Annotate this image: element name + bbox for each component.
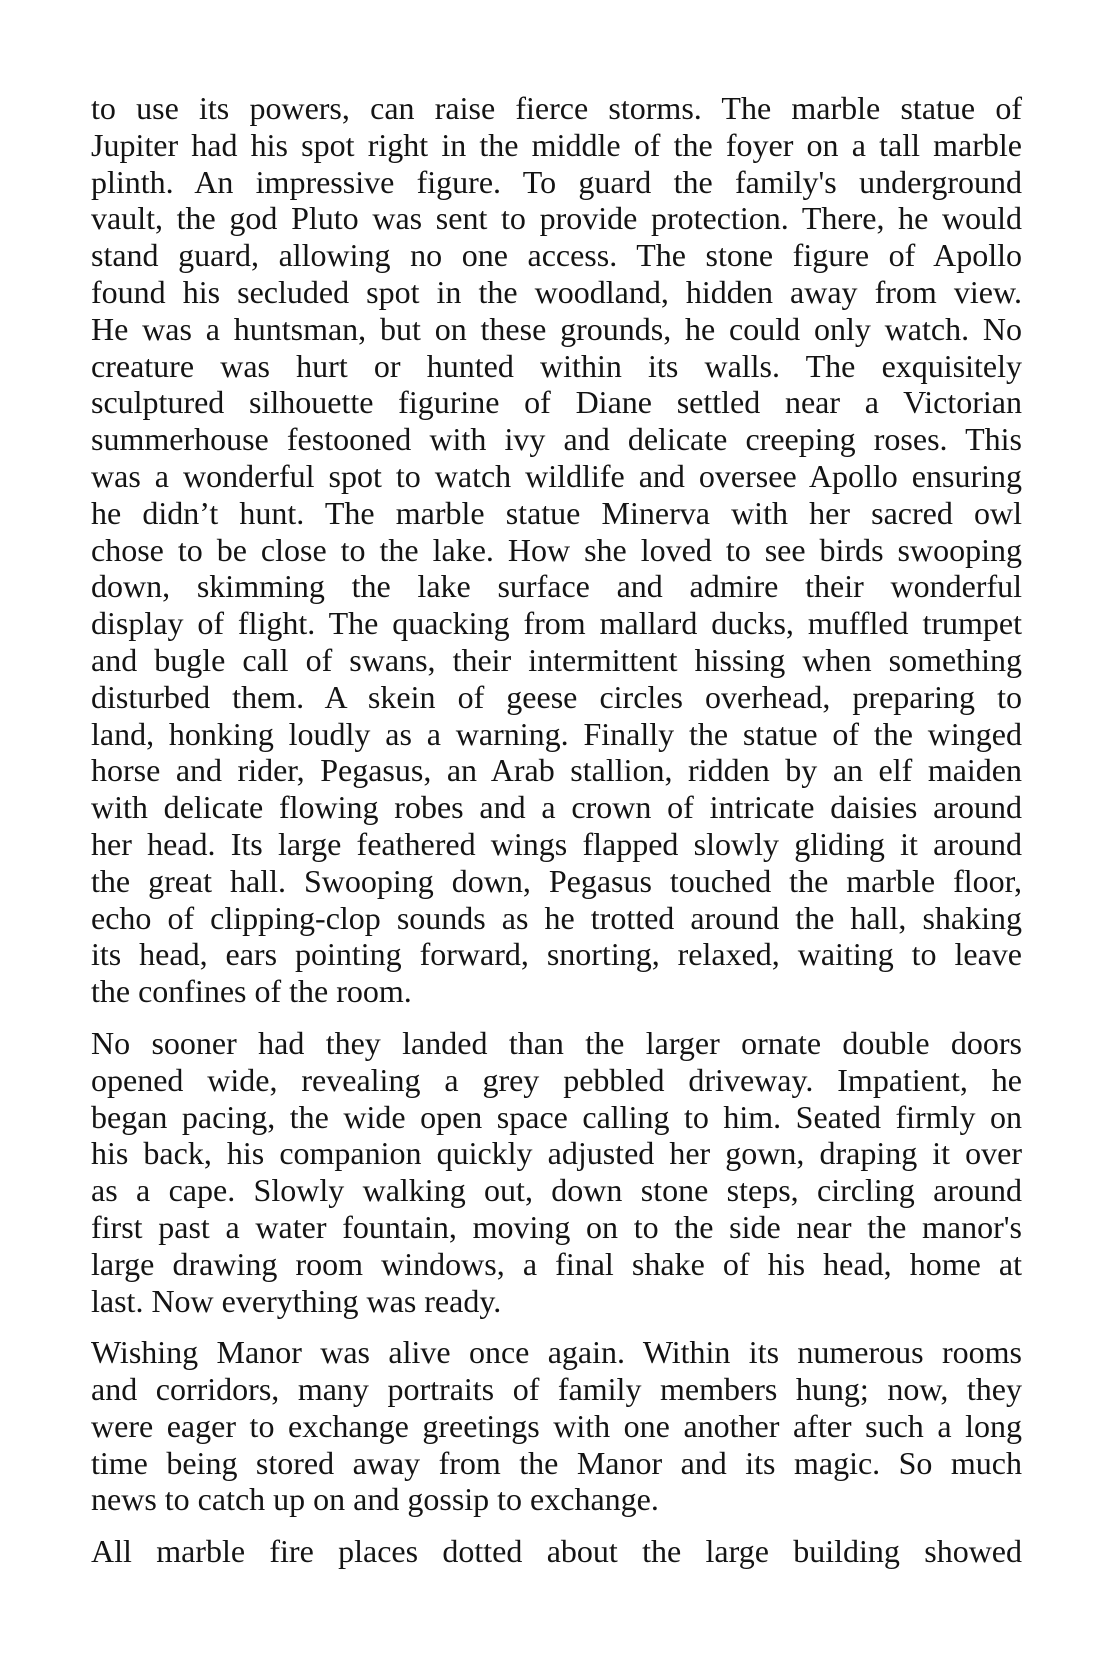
text-line: opened wide, revealing a grey pebbled driveway. Impatient, he (91, 1061, 1022, 1098)
text-line: first past a water fountain, moving on to the side near the manor's (91, 1208, 1022, 1245)
text-line: plinth. An impressive figure. To guard the family's underground (91, 163, 1022, 200)
text-line: news to catch up on and gossip to exchange. (91, 1481, 659, 1518)
text-line: as a cape. Slowly walking out, down stone steps, circling around (91, 1172, 1022, 1209)
text-line: began pacing, the wide open space calling to him. Seated firmly on (91, 1098, 1022, 1135)
paragraph (91, 1533, 1022, 1570)
paragraph (91, 1025, 1022, 1319)
text-line: and bugle call of swans, their intermittent hissing when something (91, 641, 1022, 678)
text-line: was a wonderful spot to watch wildlife and oversee Apollo ensuring (91, 457, 1022, 494)
text-line: he didn’t hunt. The marble statue Minerva with her sacred owl (91, 494, 1022, 531)
text-line: land, honking loudly as a warning. Finally the statue of the winged (91, 715, 1022, 752)
text-line: last. Now everything was ready. (91, 1282, 502, 1319)
text-line: to use its powers, can raise fierce storms. The marble statue of (91, 90, 1022, 126)
text-line: found his secluded spot in the woodland, hidden away from view. (91, 273, 1022, 310)
text-line: the great hall. Swooping down, Pegasus touched the marble floor, (91, 862, 1022, 899)
paragraph (91, 90, 1022, 1010)
text-line: Jupiter had his spot right in the middle of the foyer on a tall marble (91, 126, 1022, 163)
text-line: All marble fire places dotted about the large building showed (91, 1533, 1022, 1570)
text-line: He was a huntsman, but on these grounds, he could only watch. No (91, 310, 1022, 347)
text-line: summerhouse festooned with ivy and delicate creeping roses. This (91, 421, 1022, 458)
text-line: and corridors, many portraits of family members hung; now, they (91, 1371, 1022, 1408)
text-line: with delicate flowing robes and a crown of intricate daisies around (91, 789, 1022, 826)
text-line: chose to be close to the lake. How she loved to see birds swooping (91, 531, 1022, 568)
text-line: his back, his companion quickly adjusted her gown, draping it over (91, 1135, 1022, 1172)
text-line: were eager to exchange greetings with one another after such a long (91, 1407, 1022, 1444)
text-line: creature was hurt or hunted within its walls. The exquisitely (91, 347, 1022, 384)
text-line: stand guard, allowing no one access. The stone figure of Apollo (91, 237, 1022, 274)
page-text (91, 90, 1022, 1585)
text-line: disturbed them. A skein of geese circles overhead, preparing to (91, 678, 1022, 715)
text-line: sculptured silhouette figurine of Diane settled near a Victorian (91, 384, 1022, 421)
text-line: her head. Its large feathered wings flapped slowly gliding it around (91, 825, 1022, 862)
text-line: down, skimming the lake surface and admire their wonderful (91, 568, 1022, 605)
text-line: its head, ears pointing forward, snorting, relaxed, waiting to leave (91, 936, 1022, 973)
paragraph (91, 1334, 1022, 1518)
text-line: No sooner had they landed than the larger ornate double doors (91, 1024, 1022, 1061)
text-line: time being stored away from the Manor and its magic. So much (91, 1444, 1022, 1481)
text-line: large drawing room windows, a final shake of his head, home at (91, 1245, 1022, 1282)
text-line: vault, the god Pluto was sent to provide protection. There, he would (91, 200, 1022, 237)
text-line: display of flight. The quacking from mallard ducks, muffled trumpet (91, 605, 1022, 642)
text-line: the confines of the room. (91, 973, 412, 1010)
text-line: Wishing Manor was alive once again. Within its numerous rooms (91, 1334, 1022, 1371)
text-line: horse and rider, Pegasus, an Arab stallion, ridden by an elf maiden (91, 752, 1022, 789)
text-line: echo of clipping-clop sounds as he trotted around the hall, shaking (91, 899, 1022, 936)
